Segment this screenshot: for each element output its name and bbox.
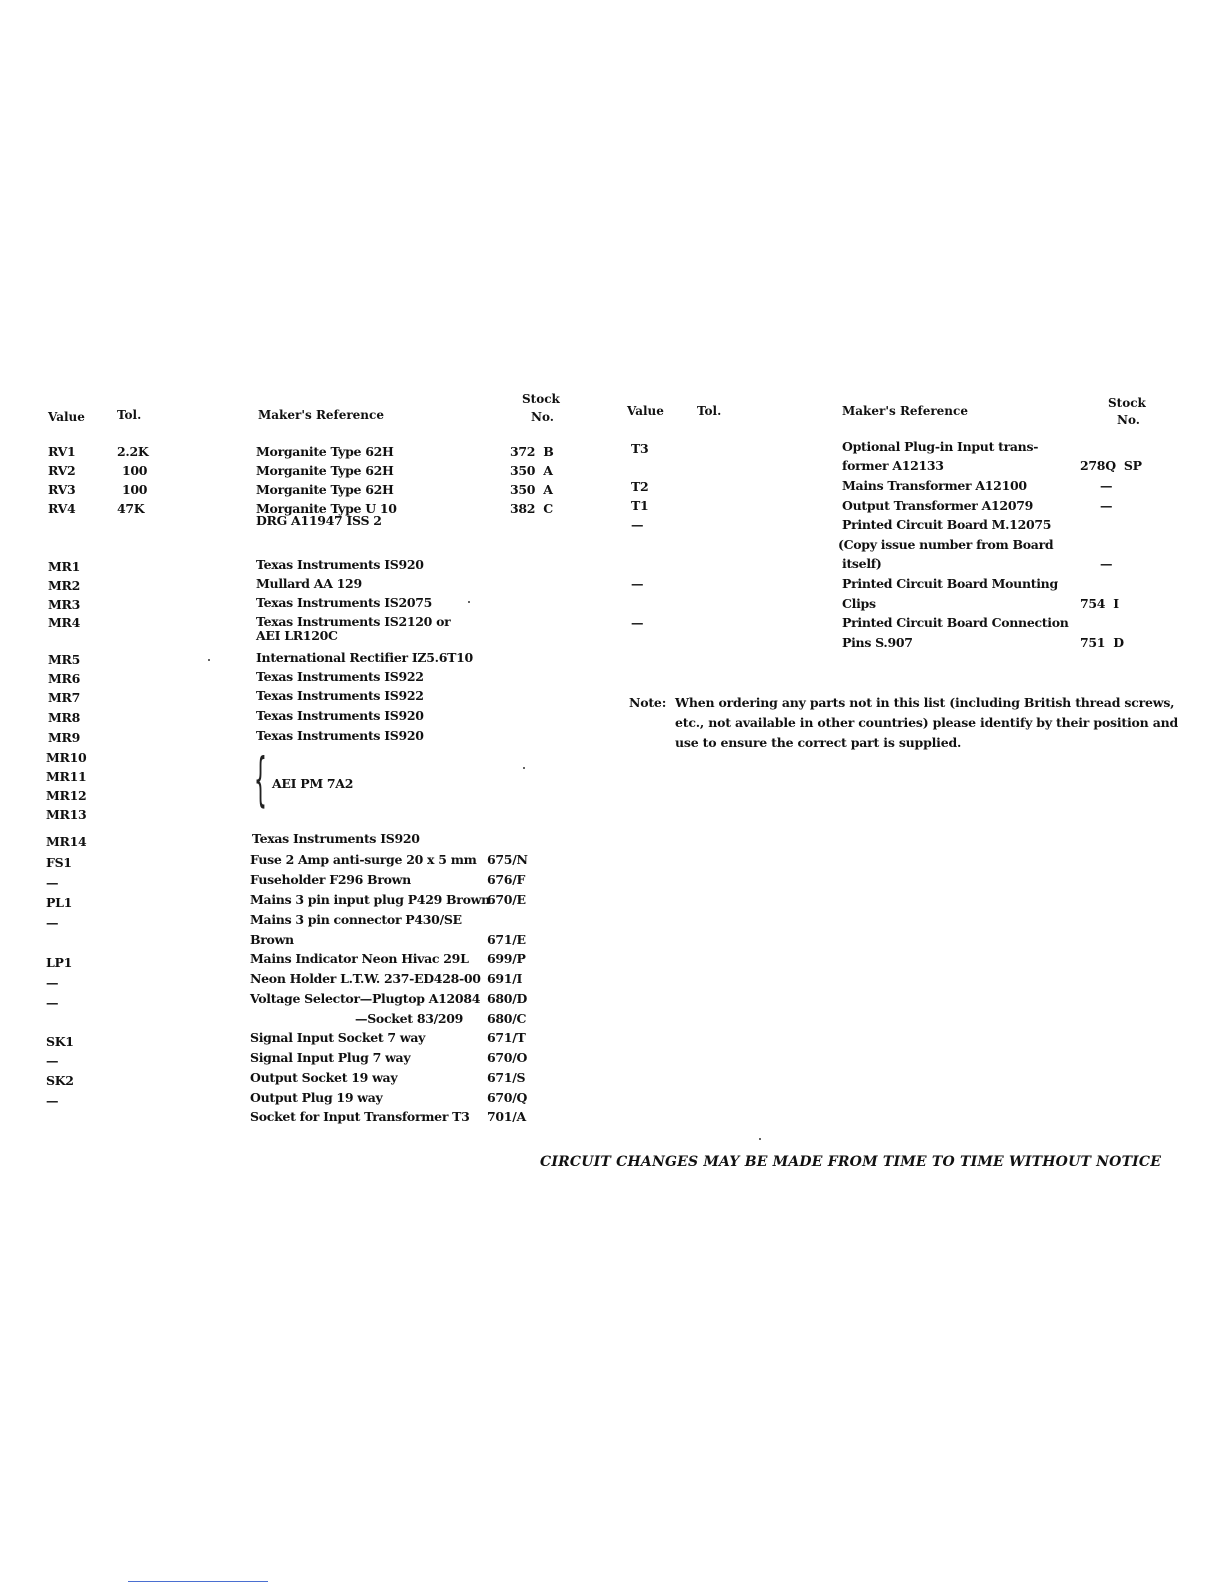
left-row-stock: 680/C	[487, 1011, 527, 1026]
left-row-tol: 2.2K	[117, 444, 149, 459]
right-row-ref-cont: former A12133	[842, 458, 944, 473]
right-row-ref: Printed Circuit Board Mounting	[842, 576, 1058, 591]
left-row-stock: 680/D	[487, 991, 527, 1006]
left-row-value: MR9	[48, 730, 81, 745]
left-row-ref-cont: AEI LR120C	[256, 628, 338, 643]
right-row-stock: 754 I	[1080, 596, 1119, 611]
left-row-ref: Texas Instruments IS920	[256, 708, 424, 723]
right-row-stock: 278Q SP	[1080, 458, 1142, 473]
left-row-stock: 350 A	[510, 482, 553, 497]
right-row-value: T2	[631, 479, 649, 494]
left-row-ref: Morganite Type 62H	[256, 444, 394, 459]
right-header-stock: Stock	[1108, 396, 1146, 410]
left-row-stock: 701/A	[487, 1109, 526, 1124]
left-row-stock: 691/I	[487, 971, 523, 986]
left-row-ref: Neon Holder L.T.W. 237-ED428-00	[250, 971, 481, 986]
left-row-ref: Texas Instruments IS922	[256, 688, 424, 703]
left-row-value: RV2	[48, 463, 76, 478]
left-row-ref: Texas Instruments IS2075	[256, 595, 433, 610]
left-row-ref: International Rectifier IZ5.6T10	[256, 650, 473, 665]
right-row-value: T1	[631, 498, 649, 513]
group-brace-icon: {	[254, 745, 267, 813]
left-row-ref: Morganite Type U 10	[256, 501, 397, 516]
left-row-value: MR6	[48, 671, 81, 686]
left-row-value: MR12	[46, 788, 87, 803]
left-header-ref: Maker's Reference	[258, 408, 384, 422]
left-row-value: MR5	[48, 652, 81, 667]
left-row-value: —	[46, 1053, 59, 1068]
right-row-ref-cont: itself)	[842, 556, 882, 571]
left-row-value: MR13	[46, 807, 87, 822]
left-row-ref: Signal Input Socket 7 way	[250, 1030, 426, 1045]
right-row-stock: 751 D	[1080, 635, 1124, 650]
right-row-value: —	[631, 517, 644, 532]
left-row-ref: Signal Input Plug 7 way	[250, 1050, 411, 1065]
left-header-value: Value	[48, 410, 85, 424]
left-row-ref: Morganite Type 62H	[256, 482, 394, 497]
left-row-ref: Texas Instruments IS922	[256, 669, 424, 684]
left-row-stock: 671/E	[487, 932, 526, 947]
note-label: Note:	[629, 695, 667, 710]
right-header-ref: Maker's Reference	[842, 404, 968, 418]
left-row-ref: AEI PM 7A2	[272, 776, 354, 791]
left-row-value: MR7	[48, 690, 81, 705]
left-row-stock: 670/E	[487, 892, 526, 907]
right-row-ref: Mains Transformer A12100	[842, 478, 1027, 493]
note-line: use to ensure the correct part is supplied.	[675, 735, 962, 750]
scan-speck	[523, 767, 525, 769]
left-header-tol: Tol.	[117, 408, 142, 422]
left-row-value: MR10	[46, 750, 87, 765]
left-row-value: MR1	[48, 559, 81, 574]
left-row-value: —	[46, 875, 59, 890]
left-row-value: RV1	[48, 444, 76, 459]
right-row-ref: Optional Plug-in Input trans-	[842, 439, 1039, 454]
left-row-value: RV4	[48, 501, 76, 516]
right-row-ref: Output Transformer A12079	[842, 498, 1034, 513]
left-header-stock: Stock	[522, 392, 560, 406]
right-row-stock: —	[1100, 478, 1113, 493]
left-row-value: MR2	[48, 578, 81, 593]
left-row-value: MR3	[48, 597, 81, 612]
right-row-value: —	[631, 576, 644, 591]
left-row-tol: 47K	[117, 501, 145, 516]
right-header-stock-no: No.	[1117, 413, 1140, 427]
note-line: When ordering any parts not in this list (including British thread screws,	[675, 695, 1175, 710]
left-row-value: MR14	[46, 834, 87, 849]
left-row-ref: Output Socket 19 way	[250, 1070, 398, 1085]
left-row-stock: 675/N	[487, 852, 528, 867]
left-row-stock: 382 C	[510, 501, 553, 516]
left-row-value: MR8	[48, 710, 81, 725]
left-row-stock: 372 B	[510, 444, 554, 459]
left-row-value: SK2	[46, 1073, 74, 1088]
left-row-ref: Texas Instruments IS920	[252, 831, 420, 846]
right-row-ref-cont: (Copy issue number from Board	[838, 537, 1054, 552]
bottom-rule	[128, 1581, 268, 1582]
right-row-ref: Printed Circuit Board M.12075	[842, 517, 1052, 532]
right-row-ref-cont: Clips	[842, 596, 876, 611]
left-row-value: —	[46, 915, 59, 930]
left-row-ref: Mains 3 pin connector P430/SE	[250, 912, 462, 927]
right-header-tol: Tol.	[697, 404, 722, 418]
left-row-ref: Mains Indicator Neon Hivac 29L	[250, 951, 469, 966]
left-row-stock: 670/Q	[487, 1090, 528, 1105]
scan-speck	[468, 601, 470, 603]
left-header-stock-no: No.	[531, 410, 554, 424]
left-row-ref: Mains 3 pin input plug P429 Brown	[250, 892, 490, 907]
left-row-ref: Texas Instruments IS920	[256, 557, 424, 572]
left-row-stock: 676/F	[487, 872, 526, 887]
note-line: etc., not available in other countries) please identify by their position and	[675, 715, 1179, 730]
left-row-stock: 671/S	[487, 1070, 526, 1085]
left-row-value: LP1	[46, 955, 72, 970]
left-row-ref: Fuse 2 Amp anti-surge 20 x 5 mm	[250, 852, 477, 867]
right-header-value: Value	[627, 404, 664, 418]
left-row-value: SK1	[46, 1034, 74, 1049]
circuit-changes-notice: CIRCUIT CHANGES MAY BE MADE FROM TIME TO TIME WITHOUT NOTICE	[540, 1154, 1162, 1170]
right-row-value: T3	[631, 441, 649, 456]
left-row-ref-cont: DRG A11947 ISS 2	[256, 513, 382, 528]
right-row-stock: —	[1100, 498, 1113, 513]
left-row-stock: 671/T	[487, 1030, 526, 1045]
left-row-value: MR11	[46, 769, 87, 784]
left-row-stock: 670/O	[487, 1050, 528, 1065]
left-row-ref: Fuseholder F296 Brown	[250, 872, 411, 887]
left-row-ref: Texas Instruments IS2120 or	[256, 614, 451, 629]
left-row-ref: Output Plug 19 way	[250, 1090, 383, 1105]
right-row-stock: —	[1100, 556, 1113, 571]
right-row-ref-cont: Pins S.907	[842, 635, 913, 650]
left-row-tol: 100	[122, 463, 148, 478]
left-row-ref: —Socket 83/209	[355, 1011, 464, 1026]
left-row-stock: 350 A	[510, 463, 553, 478]
scan-speck	[208, 659, 210, 661]
left-row-tol: 100	[122, 482, 148, 497]
left-row-ref: Mullard AA 129	[256, 576, 362, 591]
right-row-ref: Printed Circuit Board Connection	[842, 615, 1069, 630]
left-row-ref: Brown	[250, 932, 294, 947]
left-row-ref: Morganite Type 62H	[256, 463, 394, 478]
left-row-ref: Voltage Selector—Plugtop A12084	[250, 991, 481, 1006]
left-row-ref: Texas Instruments IS920	[256, 728, 424, 743]
left-row-value: —	[46, 975, 59, 990]
left-row-value: —	[46, 1093, 59, 1108]
left-row-stock: 699/P	[487, 951, 526, 966]
scan-speck	[759, 1138, 761, 1140]
left-row-value: FS1	[46, 855, 72, 870]
left-row-ref: Socket for Input Transformer T3	[250, 1109, 470, 1124]
left-row-value: —	[46, 995, 59, 1010]
right-row-value: —	[631, 615, 644, 630]
left-row-value: MR4	[48, 615, 81, 630]
left-row-value: RV3	[48, 482, 76, 497]
left-row-value: PL1	[46, 895, 72, 910]
